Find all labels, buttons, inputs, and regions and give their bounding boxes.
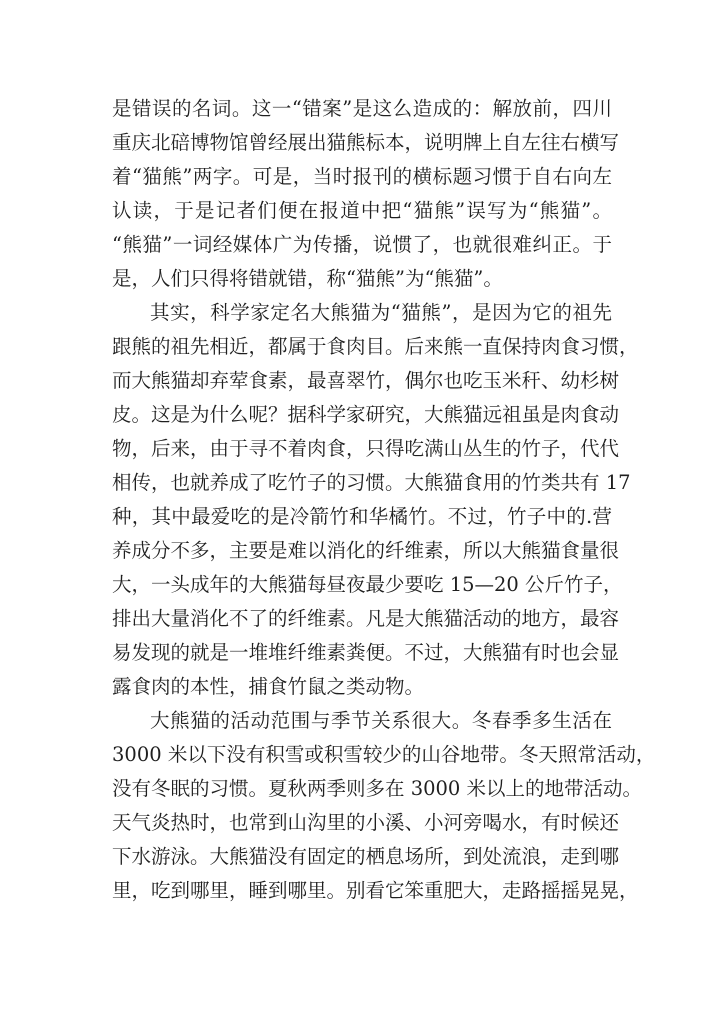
text-line: 下水游泳。大熊猫没有固定的栖息场所，到处流浪，走到哪 (112, 845, 620, 868)
text-line: 没有冬眠的习惯。夏秋两季则多在 3000 米以上的地带活动。 (112, 777, 643, 800)
text-line: 物，后来，由于寻不着肉食，只得吃满山丛生的竹子，代代 (112, 437, 620, 460)
text-line: 大，一头成年的大熊猫每昼夜最少要吃 15—20 公斤竹子， (112, 573, 623, 596)
text-line: 其实，科学家定名大熊猫为“猫熊”，是因为它的祖先 (150, 301, 612, 324)
paragraph-3 (112, 704, 656, 908)
text-line: 认读，于是记者们便在报道中把“猫熊”误写为“熊猫”。 (112, 199, 612, 222)
text-line: 跟熊的祖先相近，都属于食肉目。后来熊一直保持肉食习惯， (112, 335, 639, 358)
text-line: 着“猫熊”两字。可是，当时报刊的横标题习惯于自右向左 (112, 165, 612, 188)
text-line: 而大熊猫却弃荤食素，最喜翠竹，偶尔也吃玉米秆、幼杉树 (112, 369, 620, 392)
text-line: 天气炎热时，也常到山沟里的小溪、小河旁喝水，有时候还 (112, 811, 620, 834)
text-line: “熊猫”一词经媒体广为传播，说惯了，也就很难纠正。于 (112, 233, 612, 256)
text-line: 养成分不多，主要是难以消化的纤维素，所以大熊猫食量很 (112, 539, 620, 562)
text-line: 重庆北碚博物馆曾经展出猫熊标本，说明牌上自左往右横写 (112, 131, 620, 154)
text-line: 大熊猫的活动范围与季节关系很大。冬春季多生活在 (150, 709, 612, 732)
text-line: 易发现的就是一堆堆纤维素粪便。不过，大熊猫有时也会显 (112, 641, 620, 664)
text-line: 皮。这是为什么呢？据科学家研究，大熊猫远祖虽是肉食动 (112, 403, 620, 426)
body-text (112, 92, 656, 908)
text-line: 排出大量消化不了的纤维素。凡是大熊猫活动的地方，最容 (112, 607, 620, 630)
text-line: 是，人们只得将错就错，称“猫熊”为“熊猫”。 (112, 267, 503, 290)
paragraph-2 (112, 296, 639, 704)
text-line: 种，其中最爱吃的是冷箭竹和华橘竹。不过，竹子中的.营 (112, 505, 612, 528)
paragraph-1 (112, 92, 620, 296)
text-line: 里，吃到哪里，睡到哪里。别看它笨重肥大，走路摇摇晃晃， (112, 879, 639, 902)
text-line: 是错误的名词。这一“错案”是这么造成的：解放前，四川 (112, 97, 612, 120)
text-line: 相传，也就养成了吃竹子的习惯。大熊猫食用的竹类共有 17 (112, 471, 631, 494)
text-line: 3000 米以下没有积雪或积雪较少的山谷地带。冬天照常活动， (112, 743, 656, 766)
text-line: 露食肉的本性，捕食竹鼠之类动物。 (112, 675, 425, 698)
